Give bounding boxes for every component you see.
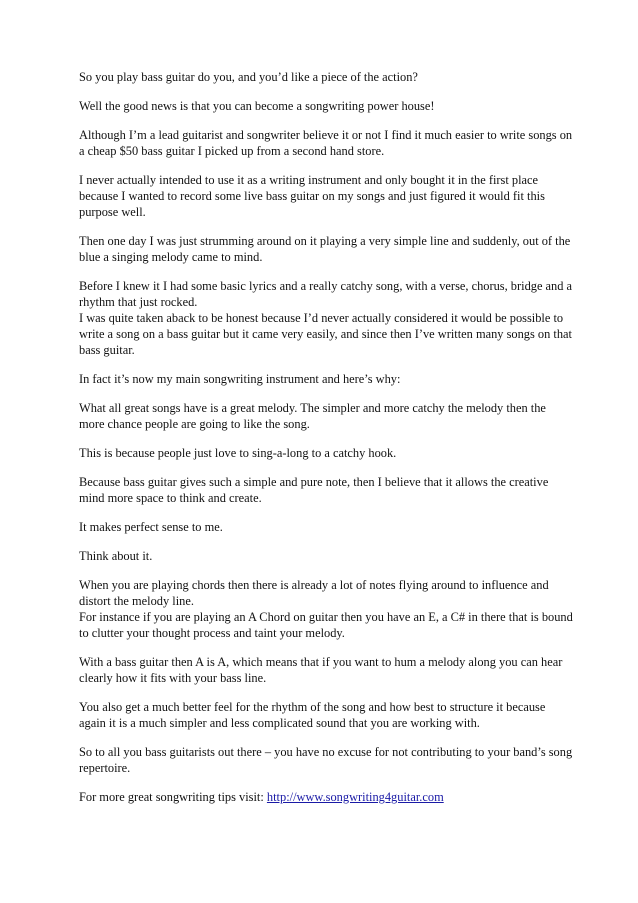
paragraph: For instance if you are playing an A Chord on guitar then you have an E, a C# in there that is bound to clutter your thought process and taint your melody. [79, 610, 573, 640]
paragraph: Although I’m a lead guitarist and songwriter believe it or not I find it much easier to write songs on a cheap $50 bass guitar I picked up from a second hand store. [79, 128, 573, 158]
paragraph: Before I knew it I had some basic lyrics and a really catchy song, with a verse, chorus, bridge and a rhythm that just rocked. [79, 279, 573, 309]
paragraph: You also get a much better feel for the rhythm of the song and how best to structure it because again it is a much simpler and less complicated sound that you are working with. [79, 700, 546, 730]
paragraph: When you are playing chords then there is already a lot of notes flying around to influence and distort the melody line. [79, 578, 549, 608]
paragraph: Then one day I was just strumming around on it playing a very simple line and suddenly, out of the blue a singing melody came to mind. [79, 234, 571, 264]
footer-prefix: For more great songwriting tips visit: [79, 790, 267, 804]
paragraph: Because bass guitar gives such a simple and pure note, then I believe that it allows the creative mind more space to think and create. [79, 475, 549, 505]
paragraph: Think about it. [79, 549, 153, 563]
songwriting-site-link[interactable]: http://www.songwriting4guitar.com [266, 790, 444, 804]
paragraph: In fact it’s now my main songwriting instrument and here’s why: [79, 372, 401, 386]
paragraph: It makes perfect sense to me. [79, 520, 223, 534]
paragraph: I was quite taken aback to be honest because I’d never actually considered it would be possible to write a song on a bass guitar but it came very easily, and since then I’ve written many songs on that bass guitar. [79, 311, 572, 357]
paragraph: What all great songs have is a great melody. The simpler and more catchy the melody then the more chance people are going to like the song. [79, 401, 546, 431]
paragraph: So to all you bass guitarists out there – you have no excuse for not contributing to your band’s song repertoire. [79, 745, 573, 775]
footer-line [79, 789, 574, 805]
paragraph: Well the good news is that you can become a songwriting power house! [79, 99, 435, 113]
paragraph: I never actually intended to use it as a writing instrument and only bought it in the first place because I wanted to record some live bass guitar on my songs and just figured it would fit this purpose well. [79, 173, 545, 219]
document-body [79, 69, 574, 818]
paragraph: With a bass guitar then A is A, which means that if you want to hum a melody along you can hear clearly how it fits with your bass line. [79, 655, 563, 685]
paragraph: This is because people just love to sing-a-long to a catchy hook. [79, 446, 397, 460]
paragraph: So you play bass guitar do you, and you’d like a piece of the action? [79, 70, 418, 84]
